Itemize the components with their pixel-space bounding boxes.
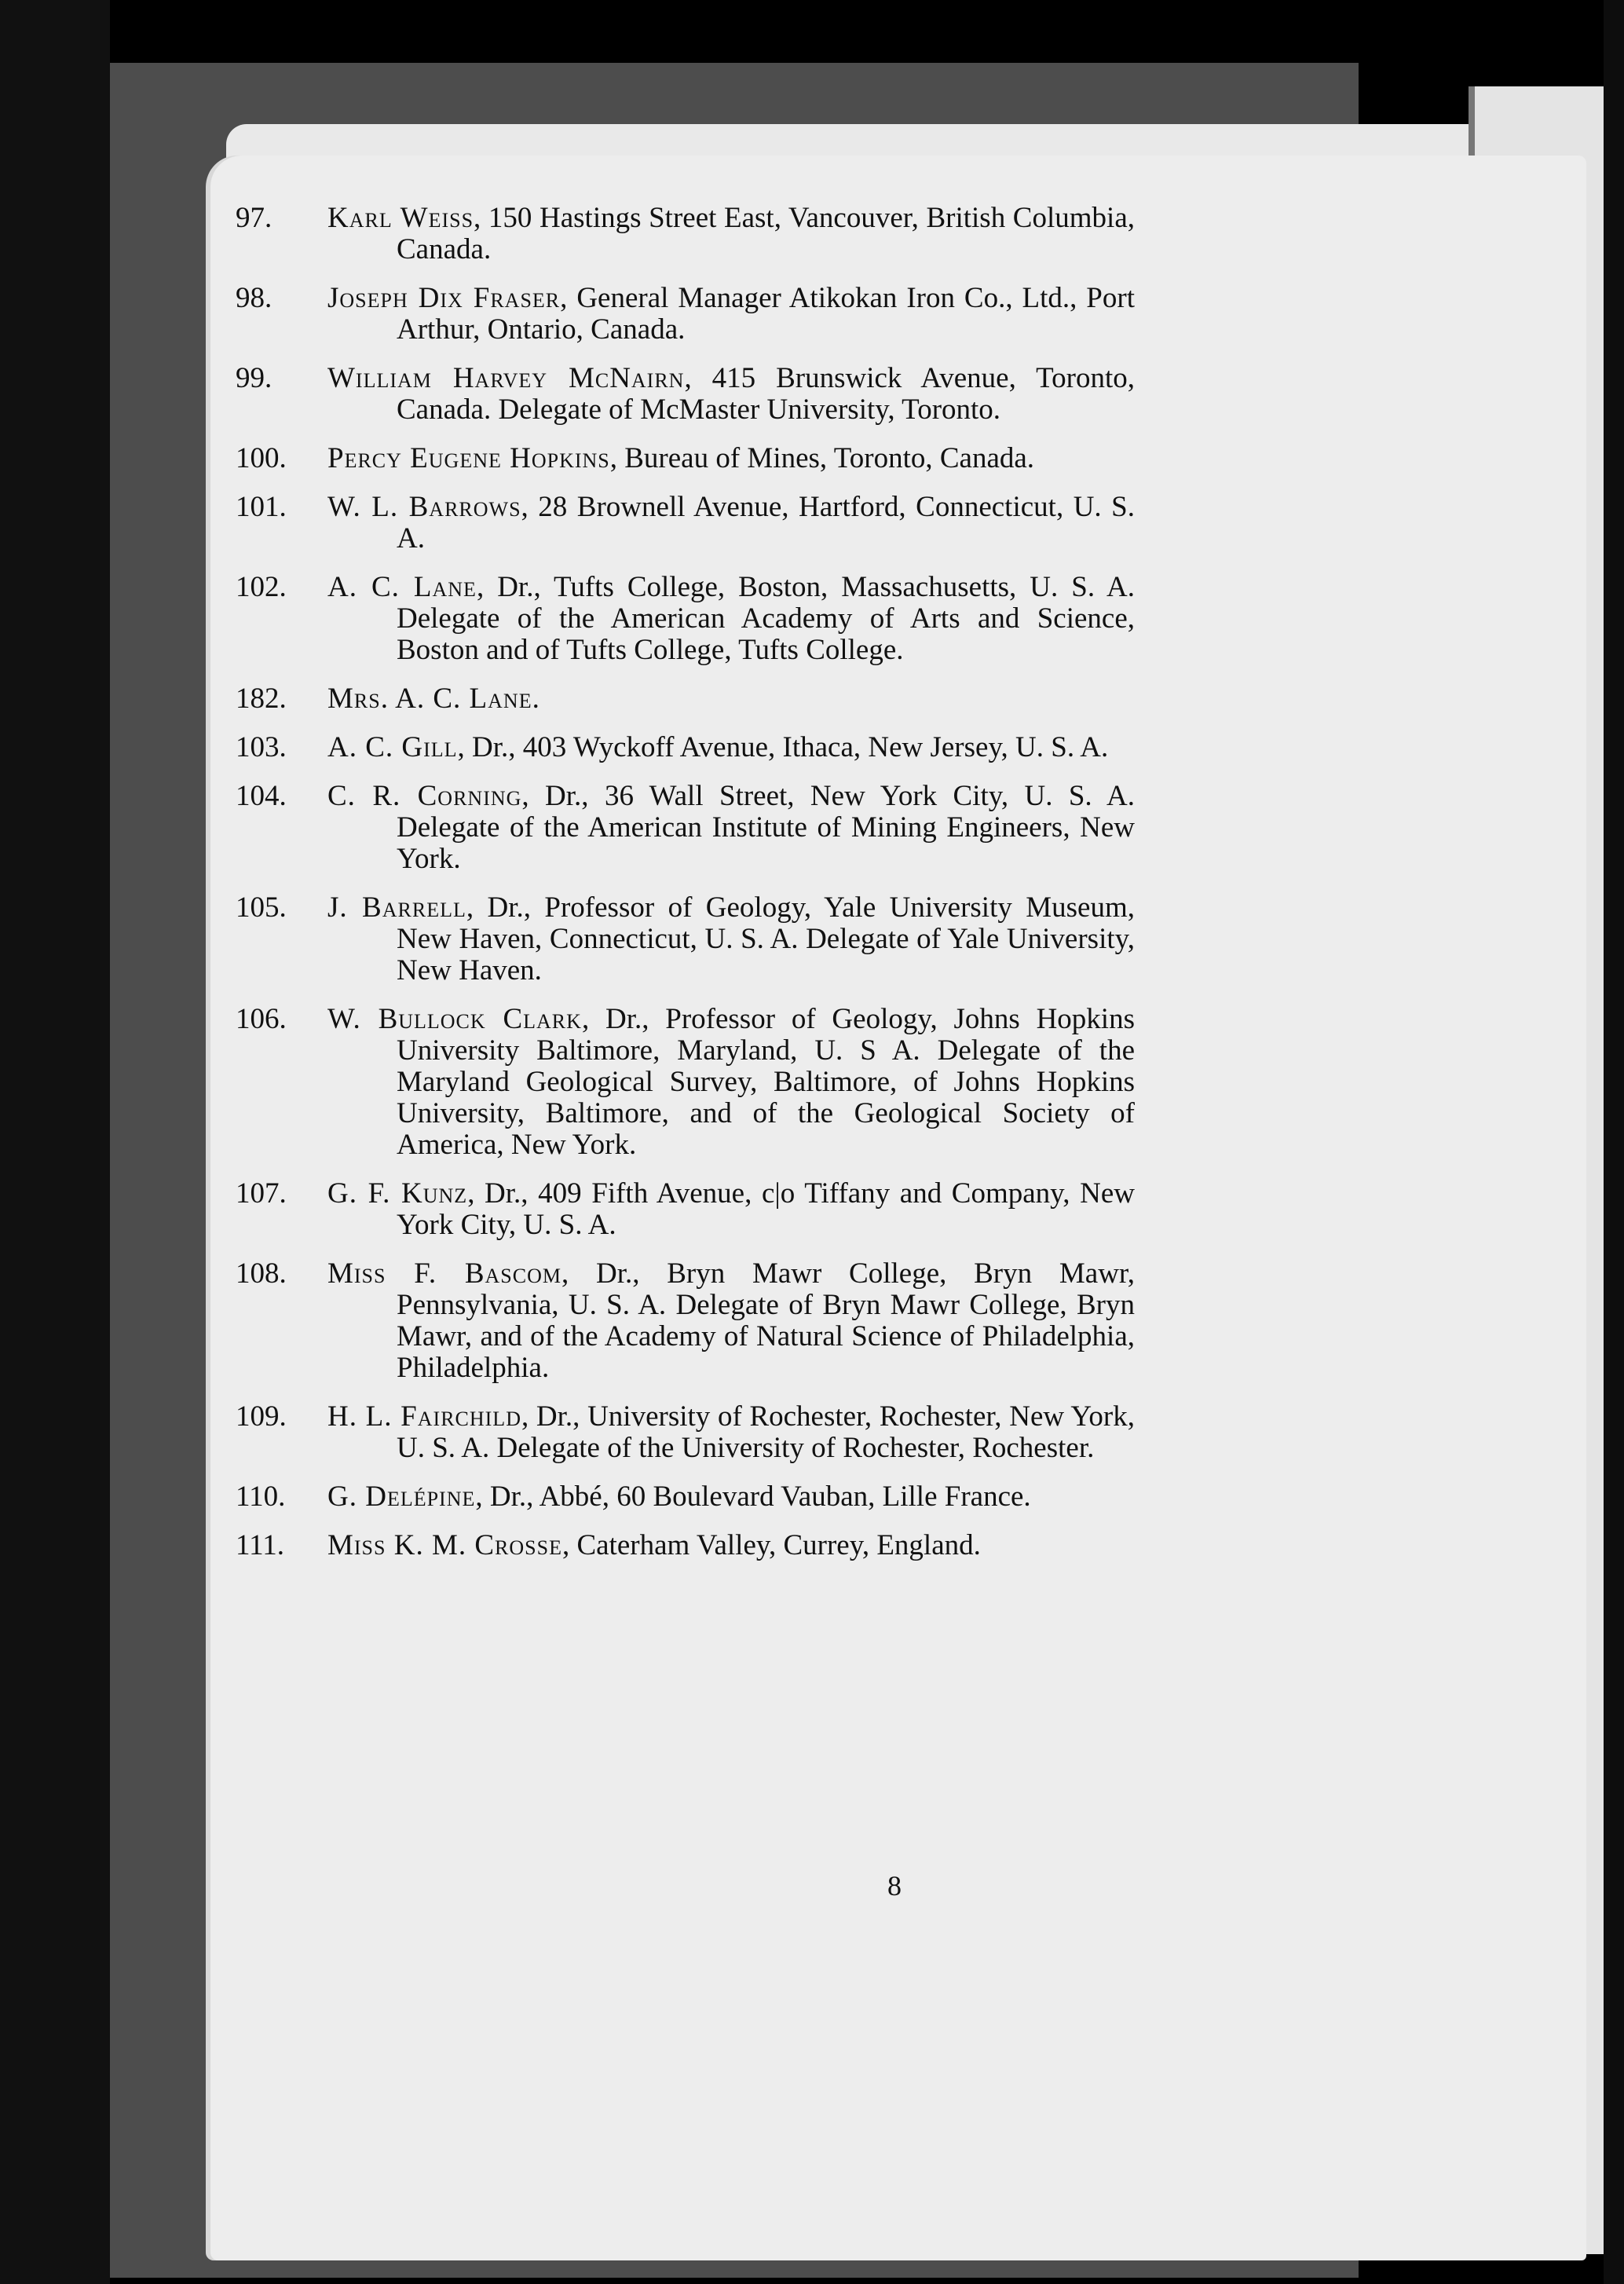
list-item bbox=[236, 892, 1135, 986]
page-number: 8 bbox=[887, 1870, 902, 1902]
entry-number: 182. bbox=[236, 683, 287, 715]
list-item bbox=[236, 492, 1135, 555]
entry-number: 100. bbox=[236, 442, 287, 474]
entry-number: 109. bbox=[236, 1400, 287, 1433]
entry-body bbox=[327, 571, 1136, 666]
entry-text: , Dr., 36 Wall Street, New York City, U. S. A. Delegate of the American Institute of Mining Engineers, New York. bbox=[397, 780, 1135, 875]
list-item bbox=[236, 1258, 1135, 1384]
scan-margin-right bbox=[1604, 0, 1624, 2284]
entry-number: 105. bbox=[236, 891, 287, 924]
list-item bbox=[236, 363, 1135, 426]
entry-text: , Dr., Professor of Geology, Johns Hopkins University Baltimore, Maryland, U. S A. Delegate of the Maryland Geological Survey, Baltimore, of Johns Hopkins University, Baltimore, and of the Geological Society of America, New York. bbox=[397, 1003, 1135, 1161]
entry-body bbox=[327, 1177, 1135, 1241]
entry-text: , Dr., Professor of Geology, Yale University Museum, New Haven, Connecticut, U. S. A. Delegate of Yale University, New Haven. bbox=[397, 891, 1135, 986]
entry-name: G. Delépine bbox=[327, 1481, 476, 1513]
entry-text: , 150 Hastings Street East, Vancouver, British Columbia, Canada. bbox=[397, 202, 1135, 265]
entry-name: Miss K. M. Crosse bbox=[327, 1529, 562, 1561]
list-item bbox=[236, 1178, 1135, 1241]
scan-margin-left bbox=[0, 0, 110, 2284]
entry-number: 104. bbox=[236, 780, 287, 812]
list-item bbox=[236, 781, 1135, 875]
entry-text: , Dr., 409 Fifth Avenue, c|o Tiffany and Company, New York City, U. S. A. bbox=[397, 1177, 1135, 1241]
entry-text: , 28 Brownell Avenue, Hartford, Connecticut, U. S. A. bbox=[397, 491, 1135, 555]
entry-body bbox=[327, 731, 1135, 763]
entry-text: , Dr., Bryn Mawr College, Bryn Mawr, Pennsylvania, U. S. A. Delegate of Bryn Mawr College, Bryn Mawr, and of the Academy of Natural Science of Philadelphia, Philadelphia. bbox=[397, 1257, 1136, 1384]
list-item bbox=[236, 1530, 1135, 1561]
entry-name: Miss F. Bascom bbox=[327, 1257, 561, 1290]
entry-body bbox=[327, 683, 1135, 715]
entry-body bbox=[327, 1529, 1135, 1561]
entry-text: . bbox=[532, 683, 540, 715]
entry-body bbox=[327, 362, 1135, 426]
list-item bbox=[236, 1401, 1135, 1464]
entry-body bbox=[327, 282, 1135, 346]
entry-number: 101. bbox=[236, 491, 287, 523]
entry-name: A. C. Gill bbox=[327, 731, 458, 763]
entry-body bbox=[327, 1003, 1135, 1161]
list-item bbox=[236, 443, 1135, 474]
entry-number: 99. bbox=[236, 362, 272, 394]
entry-name: Mrs. A. C. Lane bbox=[327, 683, 532, 715]
entry-text: , 415 Brunswick Avenue, Toronto, Canada. Delegate of McMaster University, Toronto. bbox=[397, 362, 1135, 426]
entry-name: Percy Eugene Hopkins bbox=[327, 442, 610, 474]
entry-body bbox=[327, 1481, 1135, 1513]
entry-body bbox=[327, 491, 1135, 555]
entry-number: 107. bbox=[236, 1177, 287, 1210]
entry-body bbox=[327, 1257, 1136, 1384]
entry-text: , Dr., Abbé, 60 Boulevard Vauban, Lille France. bbox=[475, 1481, 1031, 1513]
entry-body bbox=[327, 202, 1135, 265]
entry-number: 103. bbox=[236, 731, 287, 763]
entry-body bbox=[327, 780, 1135, 875]
entry-name: J. Barrell bbox=[327, 891, 466, 924]
entry-text: , General Manager Atikokan Iron Co., Ltd., Port Arthur, Ontario, Canada. bbox=[397, 282, 1135, 346]
member-list bbox=[236, 203, 1135, 1579]
list-item bbox=[236, 283, 1135, 346]
entry-body bbox=[327, 1400, 1135, 1464]
entry-name: C. R. Corning bbox=[327, 780, 522, 812]
entry-number: 97. bbox=[236, 202, 272, 234]
entry-name: H. L. Fairchild bbox=[327, 1400, 521, 1433]
entry-number: 102. bbox=[236, 571, 287, 603]
entry-number: 111. bbox=[236, 1529, 285, 1561]
list-item bbox=[236, 572, 1135, 666]
entry-body bbox=[327, 891, 1135, 986]
list-item bbox=[236, 1004, 1135, 1161]
list-item bbox=[236, 203, 1135, 265]
entry-body bbox=[327, 442, 1135, 474]
entry-number: 106. bbox=[236, 1003, 287, 1035]
entry-name: William Harvey McNairn bbox=[327, 362, 685, 394]
entry-number: 110. bbox=[236, 1481, 286, 1513]
entry-name: Karl Weiss bbox=[327, 202, 474, 234]
entry-name: A. C. Lane bbox=[327, 571, 477, 603]
entry-text: , Dr., Tufts College, Boston, Massachusetts, U. S. A. Delegate of the American Academy of Arts and Science, Boston and of Tufts College, Tufts College. bbox=[397, 571, 1136, 666]
entry-text: , Dr., 403 Wyckoff Avenue, Ithaca, New Jersey, U. S. A. bbox=[457, 731, 1109, 763]
list-item bbox=[236, 683, 1135, 715]
entry-text: , Bureau of Mines, Toronto, Canada. bbox=[609, 442, 1035, 474]
entry-text: , Caterham Valley, Currey, England. bbox=[561, 1529, 981, 1561]
entry-name: W. L. Barrows bbox=[327, 491, 521, 523]
entry-name: W. Bullock Clark bbox=[327, 1003, 582, 1035]
entry-name: Joseph Dix Fraser bbox=[327, 282, 561, 314]
entry-number: 108. bbox=[236, 1257, 287, 1290]
list-item bbox=[236, 732, 1135, 763]
entry-text: , Dr., University of Rochester, Rochester, New York, U. S. A. Delegate of the University of Rochester, Rochester. bbox=[397, 1400, 1135, 1464]
list-item bbox=[236, 1481, 1135, 1513]
entry-name: G. F. Kunz bbox=[327, 1177, 468, 1210]
entry-number: 98. bbox=[236, 282, 272, 314]
